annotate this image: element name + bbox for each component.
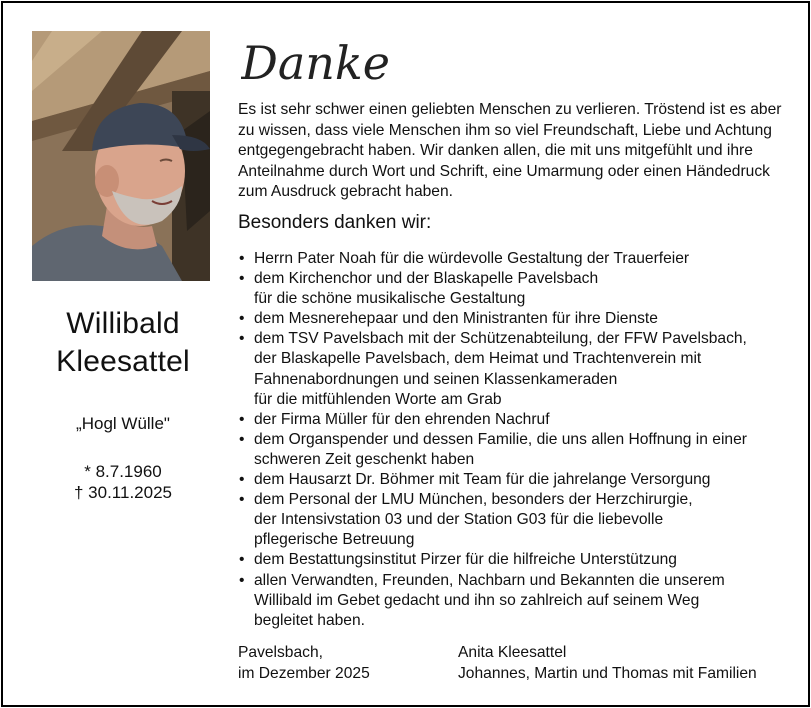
list-item: • dem Organspender und dessen Familie, die uns allen Hoffnung in einer schweren Zeit geschenkt haben [238, 430, 803, 470]
portrait-photo [32, 31, 210, 281]
thanks-list [238, 249, 803, 631]
birth-date: * 8.7.1960 [84, 462, 162, 481]
obituary-card [1, 1, 810, 707]
deceased-last-name: Kleesattel [56, 345, 190, 378]
danke-script-title [241, 31, 461, 93]
deceased-name [23, 305, 223, 381]
signers: Anita Kleesattel Johannes, Martin und Thomas mit Familien [458, 644, 757, 682]
life-dates [23, 461, 223, 503]
list-item: • allen Verwandten, Freunden, Nachbarn und Bekannten die unserem Willibald im Gebet gedacht und ihn so zahlreich auf seinem Weg begleitet haben. [238, 571, 803, 631]
nickname: „Hogl Wülle" [76, 414, 170, 433]
place-and-date: Pavelsbach, im Dezember 2025 [238, 644, 370, 682]
list-item: • dem Bestattungsinstitut Pirzer für die hilfreiche Unterstützung [238, 550, 803, 570]
list-item: • dem Kirchenchor und der Blaskapelle Pavelsbach für die schöne musikalische Gestaltung [238, 269, 803, 309]
list-item: • dem Hausarzt Dr. Böhmer mit Team für die jahrelange Versorgung [238, 470, 803, 490]
thanks-heading: Besonders danken wir: [238, 212, 432, 233]
list-item: • der Firma Müller für den ehrenden Nachruf [238, 410, 803, 430]
death-date: † 30.11.2025 [74, 483, 172, 502]
list-item: • dem Mesnerehepaar und den Ministranten für ihre Dienste [238, 309, 803, 329]
danke-script-text: Danke [241, 36, 391, 90]
list-item: • Herrn Pater Noah für die würdevolle Gestaltung der Trauerfeier [238, 249, 803, 269]
intro-text: Es ist sehr schwer einen geliebten Menschen zu verlieren. Tröstend ist es aber zu wissen, dass viele Menschen ihm so viel Freundschaft, Liebe und Achtung entgegengebracht haben. Wir danken allen, die mit uns mitgefühlt und ihre Anteilnahme durch Wort und Schrift, eine Umarmung oder einen Händedruck zum Ausdruck gebracht haben. [238, 101, 782, 200]
list-item: • dem TSV Pavelsbach mit der Schützenabteilung, der FFW Pavelsbach, der Blaskapelle Pavelsbach, dem Heimat und Trachtenverein mit Fahnenabordnungen und seinen Klassenkameraden für die mitfühlenden Worte am Grab [238, 329, 803, 409]
deceased-first-name: Willibald [66, 307, 180, 340]
list-item: • dem Personal der LMU München, besonders der Herzchirurgie, der Intensivstation 03 und der Station G03 für die liebevolle pflegerische Betreuung [238, 490, 803, 550]
